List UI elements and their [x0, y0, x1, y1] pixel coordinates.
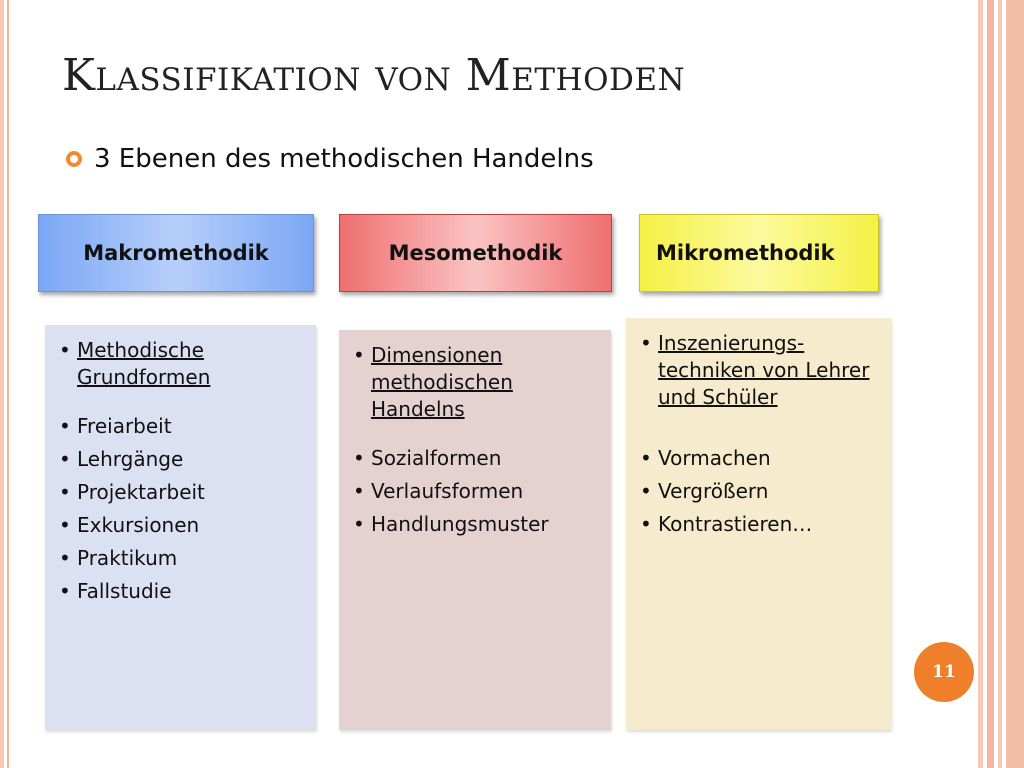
- list-item: • Vormachen: [640, 446, 771, 470]
- list-item: • Freiarbeit: [59, 414, 172, 438]
- right-frame-stripe: [978, 0, 983, 768]
- list-item: • Vergrößern: [640, 479, 769, 503]
- list-item: • Sozialformen: [353, 446, 502, 470]
- panel-mesomethodik: [339, 330, 611, 730]
- list-item: • Verlaufsformen: [353, 479, 524, 503]
- list-item-lead[interactable]: • Inszenierungs-techniken von Lehrer und Schüler: [640, 330, 879, 411]
- panel-mikromethodik: [626, 318, 891, 730]
- list-item: • Lehrgänge: [59, 447, 184, 471]
- list-item: • Projektarbeit: [59, 480, 205, 504]
- panel-makromethodik: [45, 325, 316, 730]
- header-makromethodik: Makromethodik: [38, 214, 314, 292]
- right-frame-stripe: [1006, 0, 1024, 768]
- slide-title: Klassifikation von Methoden: [62, 50, 686, 101]
- list-item-lead[interactable]: • Dimensionen methodischen Handelns: [353, 342, 599, 423]
- header-mikromethodik: Mikromethodik: [639, 214, 879, 292]
- right-frame-stripe: [987, 0, 994, 768]
- ring-bullet-icon: [66, 151, 82, 167]
- lead-link[interactable]: Dimensionen methodischen Handelns: [371, 343, 513, 421]
- main-bullet-text: 3 Ebenen des methodischen Handelns: [94, 144, 594, 174]
- left-frame-stripe: [0, 0, 4, 768]
- main-bullet: [66, 144, 594, 174]
- list-item: • Exkursionen: [59, 513, 200, 537]
- left-frame-stripe: [7, 0, 9, 768]
- list-item: • Kontrastieren…: [640, 512, 813, 536]
- lead-link[interactable]: Methodische Grundformen: [77, 338, 211, 389]
- list-item: • Praktikum: [59, 546, 178, 570]
- page-number-badge: 11: [914, 642, 974, 702]
- right-frame-stripe: [998, 0, 1002, 768]
- list-item: • Fallstudie: [59, 579, 172, 603]
- list-item-lead[interactable]: • Methodische Grundformen: [59, 337, 304, 391]
- list-item: • Handlungsmuster: [353, 512, 549, 536]
- lead-link[interactable]: Inszenierungs-techniken von Lehrer und Schüler: [658, 331, 870, 409]
- header-mesomethodik: Mesomethodik: [339, 214, 612, 292]
